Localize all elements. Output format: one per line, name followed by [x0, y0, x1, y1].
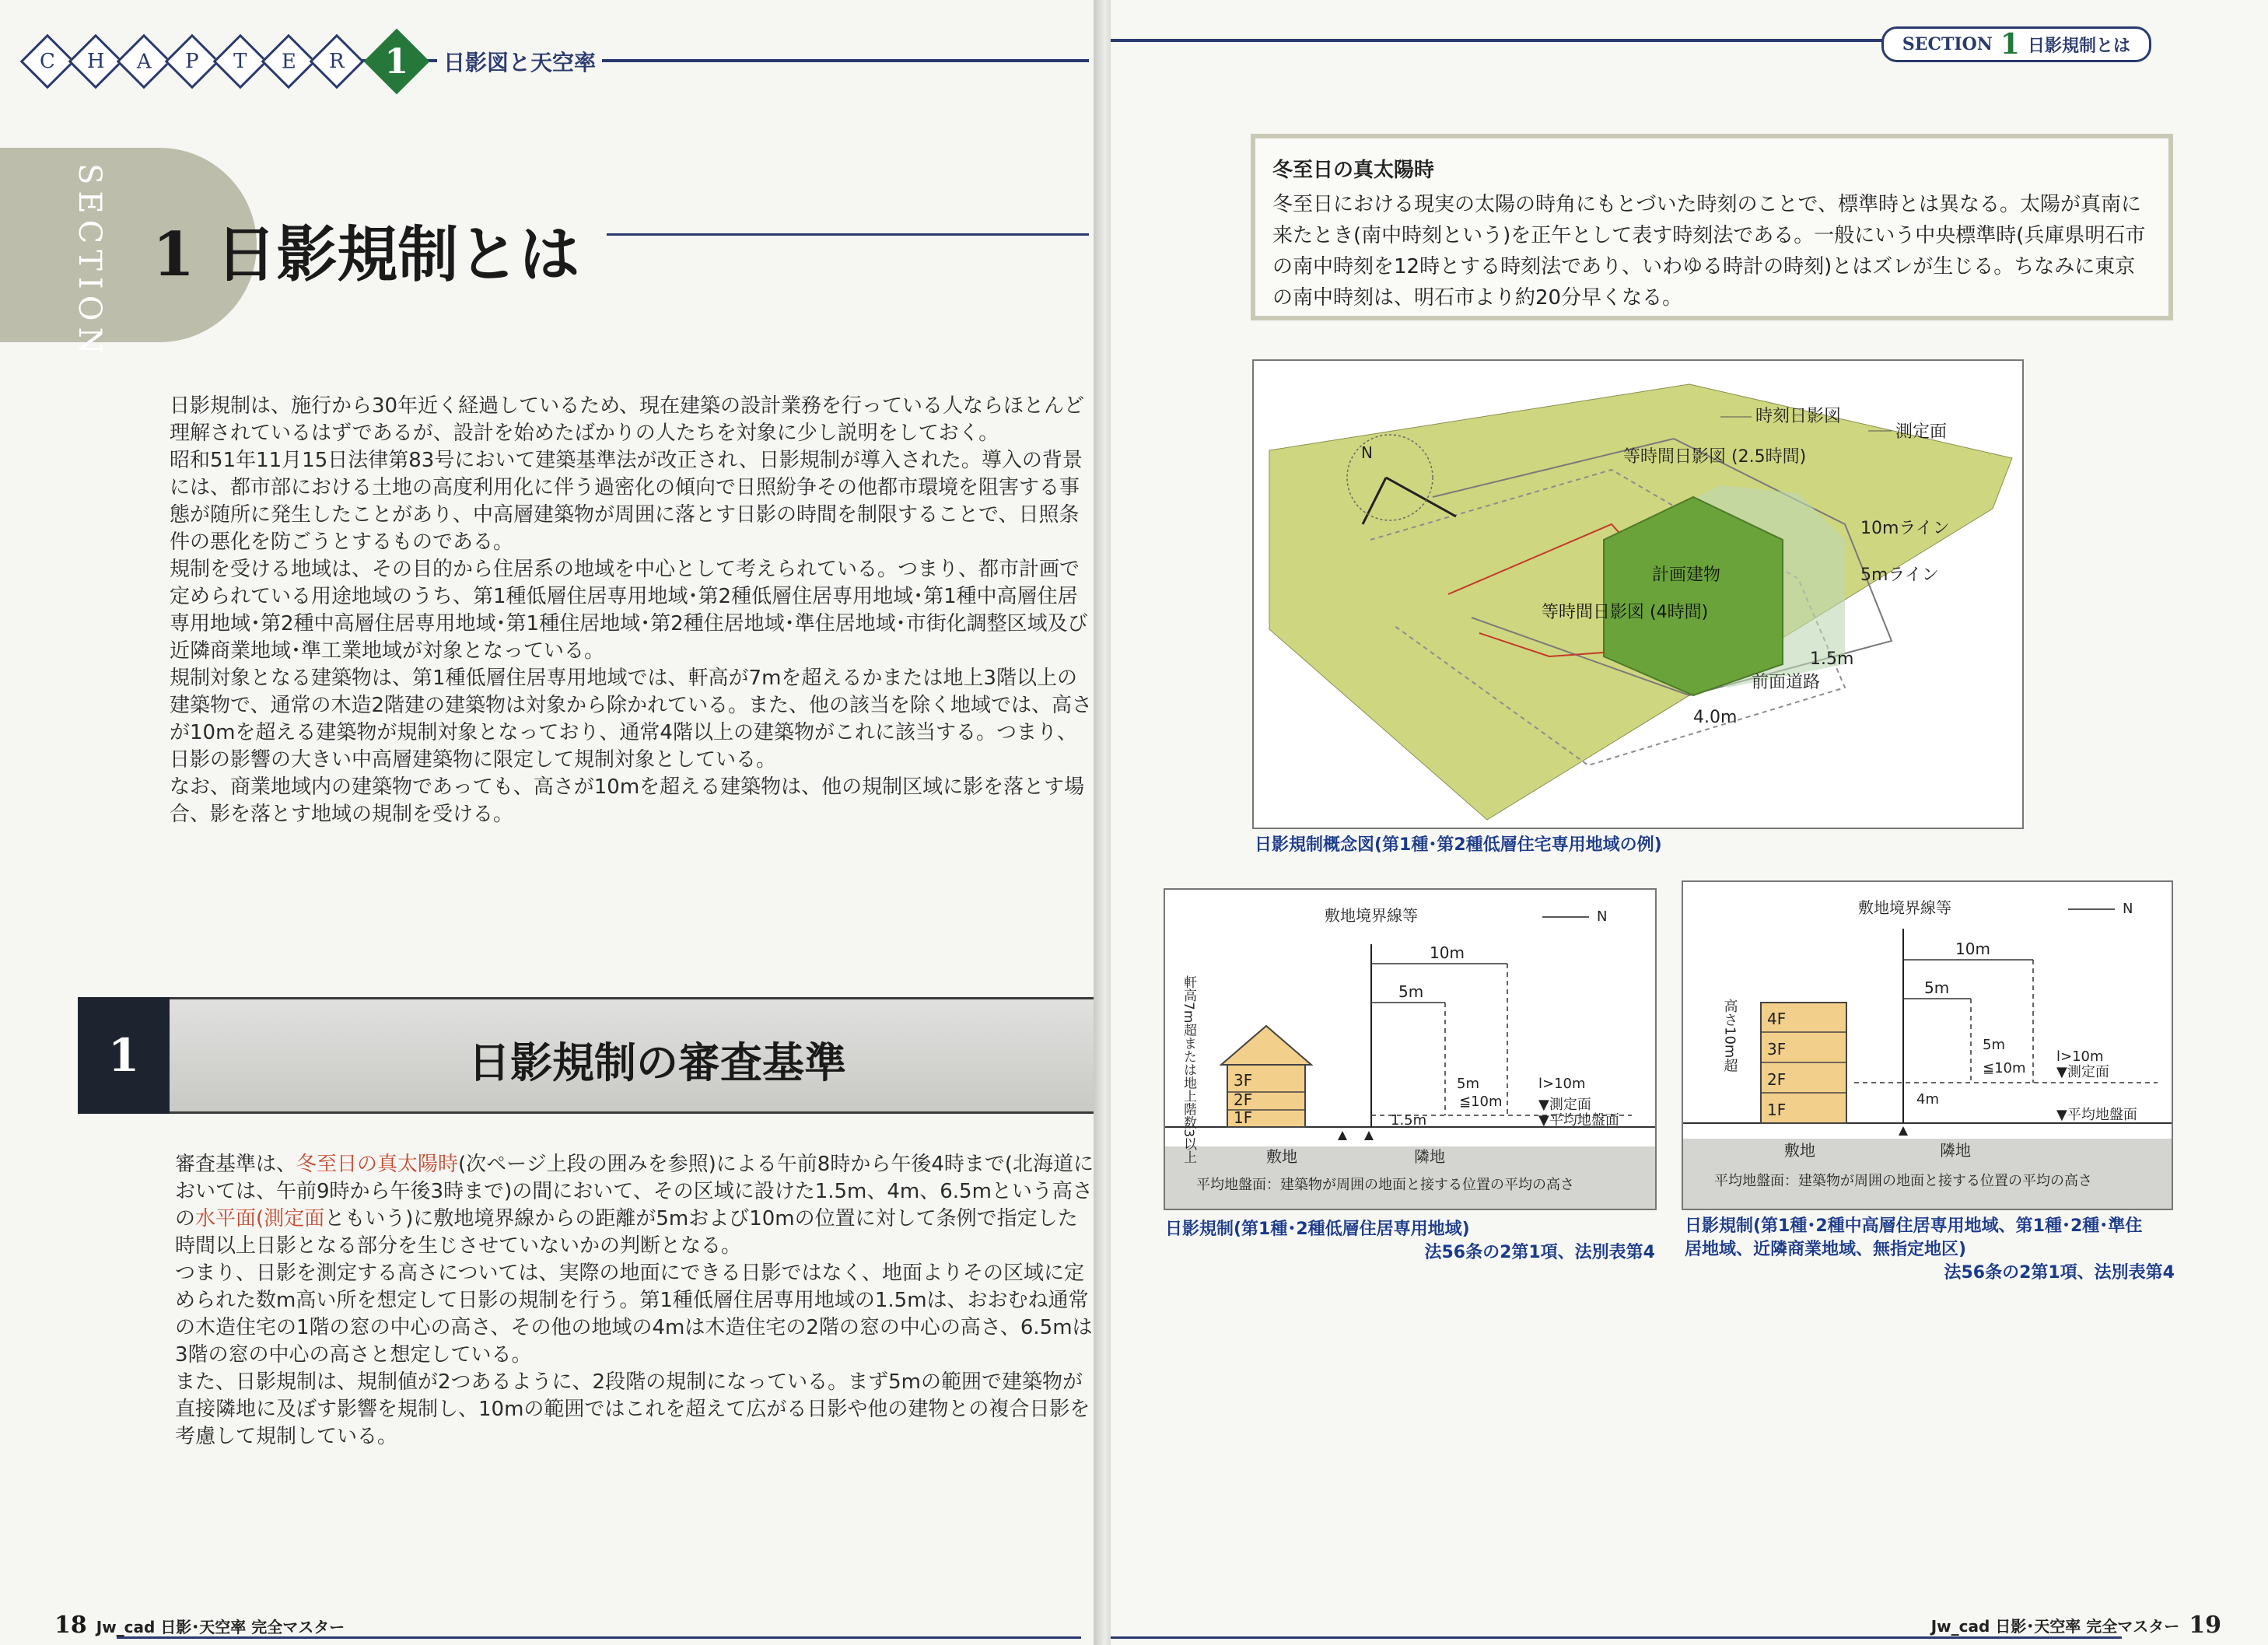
- paragraph: 日影規制は、施行から30年近く経過しているため、現在建築の設計業務を行っている人ならほとんど理解されているはずであるが、設計を始めたばかりの人たちを対象に少し説明をしておく。: [170, 394, 1085, 445]
- page-number: 19: [2189, 1612, 2221, 1639]
- paragraph: 規制対象となる建築物は、第1種低層住居専用地域では、軒高が7mを超えるかまたは地上3階以上の建築物で、通常の木造2階建の建築物は対象から除かれている。また、他の該当を除く地域では、高さが10mを超える建築物が規制対象となっており、通常4階以上の建築物がこれに該当する。つまり、日影の影響の大きい中高層建築物に限定して規制対象としている。: [170, 667, 1093, 772]
- paragraph: 審査基準は、冬至日の真太陽時(次ページ上段の囲みを参照)による午前8時から午後4時まで(北海道においては、午前9時から午後3時まで)の間において、その区域に設けた1.5m、4m、6.5mという高さの水平面(測定面ともいう)に敷地境界線からの距離が5mおよび10mの位置に対して条例で指定した時間以上日影となる部分を生じさせていないかの判断となる。: [175, 1153, 1094, 1258]
- label-1f: 1F: [1234, 1108, 1253, 1127]
- highlight-term: 水平面: [195, 1207, 257, 1230]
- label-keikaku: 計画建物: [1652, 565, 1721, 585]
- label-gt10: l>10m: [2056, 1048, 2104, 1065]
- shadow-concept-diagram: [1252, 359, 2024, 829]
- paragraph: 規制を受ける地域は、その目的から住居系の地域を中心として考えられている。つまり、都市計画で定められている用途地域のうち、第1種低層住居専用地域･第2種低層住居専用地域･第1種中高層住居専用地域･第2種中高層住居専用地域･第1種住居地域･第2種住居地域･準住居地域･市街化調整区域及び近隣商業地域･準工業地域が対象となっている。: [170, 558, 1088, 663]
- book-title: Jw_cad 日影･天空率 完全マスター: [1930, 1617, 2180, 1636]
- label-5m: 5m: [1398, 982, 1424, 1001]
- label-boundary: 敷地境界線等: [1858, 898, 1951, 917]
- footer: [54, 1612, 345, 1639]
- diagram1-caption: 日影規制概念図(第1種･第2種低層住宅専用地域の例): [1255, 835, 1662, 855]
- label-line5: 5mライン: [1860, 565, 1939, 585]
- chapter-letter: P: [165, 34, 220, 89]
- paragraph: また、日影規制は、規制値が2つあるように、2段階の規制になっている。まず5mの範囲で建築物が直接隣地に及ぼす影響を規制し、10mの範囲ではこれを超えて広がる日影や他の建物との複合日影を考慮して規制している。: [175, 1370, 1090, 1448]
- section-nav: [1881, 26, 2151, 62]
- label-zenmen: 前面道路: [1752, 673, 1821, 692]
- caption-line: 法56条の2第1項、法別表第4: [1424, 1243, 1655, 1262]
- label-sokutei: 測定面: [1895, 422, 1948, 442]
- label-d40: 4.0m: [1693, 708, 1738, 727]
- footer: [1931, 1612, 2221, 1639]
- chapter-letter: T: [213, 34, 268, 89]
- label-shikichi: 敷地: [1266, 1147, 1297, 1166]
- label-3f: 3F: [1234, 1071, 1253, 1090]
- regulation-diagram-low-rise: [1164, 888, 1657, 1210]
- label-d15: 1.5m: [1810, 649, 1854, 669]
- subsection-number: 1: [78, 997, 170, 1114]
- label-le10: ≦10m: [1459, 1094, 1503, 1110]
- subsection-title: 日影規制の審査基準: [468, 1038, 846, 1087]
- label-le10: ≦10m: [1983, 1060, 2026, 1076]
- label-rinchi: 隣地: [1940, 1141, 1971, 1160]
- label-sokutei: ▼測定面: [2056, 1064, 2109, 1080]
- section-rule: [607, 233, 1089, 236]
- label-heikin: ▼平均地盤面: [2056, 1107, 2137, 1123]
- chapter-letter: R: [310, 34, 365, 89]
- label-4f: 4F: [1767, 1010, 1787, 1028]
- label-5m-b: 5m: [1983, 1037, 2005, 1053]
- label-heikin: ▼平均地盤面: [1538, 1112, 1619, 1129]
- label-boundary: 敷地境界線等: [1325, 906, 1418, 925]
- highlight-term: 冬至日の真太陽時: [296, 1153, 459, 1176]
- label-north: N: [2123, 901, 2133, 917]
- book-title: Jw_cad 日影･天空率 完全マスター: [96, 1618, 345, 1636]
- label-5m-b: 5m: [1457, 1076, 1479, 1092]
- section-label: SECTION: [1902, 34, 1993, 54]
- label-2f: 2F: [1234, 1090, 1253, 1109]
- label-north: N: [1361, 443, 1373, 462]
- label-10m: 10m: [1955, 940, 1990, 958]
- label-note: 平均地盤面：建築物が周囲の地面と接する位置の平均の高さ: [1196, 1177, 1574, 1193]
- chapter-number: 1: [364, 29, 430, 95]
- section-word: SECTION: [72, 163, 107, 361]
- marker: [1899, 1126, 1908, 1136]
- concept-diagram-svg: [1254, 361, 2022, 828]
- diagram2-caption: [1165, 1218, 1655, 1265]
- label-shikichi: 敷地: [1784, 1141, 1815, 1160]
- chapter-letter: H: [68, 34, 124, 89]
- label-vertical: 高さ10m超: [1721, 999, 1738, 1073]
- highlight-term: 測定面: [264, 1207, 325, 1230]
- left-page: [0, 0, 1100, 1645]
- section-title: 日影規制とは: [2027, 36, 2130, 56]
- label-north: N: [1597, 908, 1608, 925]
- label-tojikan25: 等時間日影図 (2.5時間): [1623, 447, 1807, 467]
- chapter-letter: E: [261, 34, 317, 89]
- marker: [1364, 1131, 1374, 1140]
- label-gt10: l>10m: [1538, 1076, 1586, 1092]
- diagram3-svg: [1683, 882, 2172, 1209]
- label-jikoku: 時刻日影図: [1755, 407, 1842, 426]
- chapter-letter: C: [20, 34, 75, 89]
- info-box-title: 冬至日の真太陽時: [1272, 159, 1435, 182]
- paragraph: つまり、日影を測定する高さについては、実際の地面にできる日影ではなく、地面よりその区域に定められた数m高い所を想定して日影の規制を行う。第1種低層住居専用地域の1.5mは、おおむね通常の木造住宅の1階の窓の中心の高さ、その他の地域の4mは木造住宅の2階の窓の中心の高さ、6.5mは3階の窓の中心の高さと想定している。: [175, 1262, 1093, 1367]
- paragraph: 昭和51年11月15日法律第83号において建築基準法が改正され、日影規制が導入された。導入の背景には、都市部における土地の高度利用化に伴う過密化の傾向で日照紛争その他都市環境を阻害する事態が随所に発生したことがあり、中高層建築物が周囲に落とす日影の時間を制限することで、日照条件の悪化を防ごうとするものである。: [170, 449, 1083, 554]
- label-sokutei: ▼測定面: [1538, 1097, 1591, 1113]
- diagram2-svg: [1165, 890, 1655, 1209]
- label-5m: 5m: [1924, 978, 1950, 997]
- label-10m: 10m: [1430, 943, 1465, 962]
- subsection-heading: [78, 997, 1100, 1114]
- chapter-letter: A: [117, 34, 172, 89]
- chapter-header: [23, 26, 602, 96]
- label-tojikan4: 等時間日影図 (4時間): [1542, 603, 1709, 622]
- diagram3-caption: [1685, 1215, 2175, 1285]
- marker: [1338, 1131, 1347, 1140]
- paragraph: なお、商業地域内の建築物であっても、高さが10mを超える建築物は、他の規制区域に影を落とす場合、影を落とす地域の規制を受ける。: [170, 775, 1085, 826]
- regulation-diagram-mid-rise: [1682, 880, 2173, 1210]
- info-box-body: 冬至日における現実の太陽の時角にもとづいた時刻のことで、標準時とは異なる。太陽が真南に来たとき(南中時刻という)を正午として表す時刻法である。一般にいう中央標準時(兵庫県明石市の南中時刻を12時とする時刻法であり、いわゆる時計の時刻)とはズレが生じる。ちなみに東京の南中時刻は、明石市より約20分早くなる。: [1272, 193, 2146, 310]
- planned-building: [1604, 497, 1783, 695]
- caption-line: 居地域、近隣商業地域、無指定地区): [1685, 1240, 1967, 1259]
- label-note: 平均地盤面：建築物が周囲の地面と接する位置の平均の高さ: [1714, 1173, 2092, 1189]
- caption-line: 法56条の2第1項、法別表第4: [1944, 1263, 2175, 1283]
- label-3f: 3F: [1767, 1040, 1787, 1059]
- roof: [1221, 1026, 1311, 1065]
- label-4m: 4m: [1916, 1091, 1939, 1108]
- section-title: 1 日影規制とは: [152, 219, 580, 290]
- label-vertical: 軒高7m超または地上階数3以上: [1181, 975, 1196, 1164]
- intro-text: [170, 393, 1095, 828]
- right-page: [1111, 0, 2268, 1645]
- label-1f: 1F: [1767, 1101, 1787, 1119]
- info-box: [1251, 134, 2173, 320]
- label-1-5m: 1.5m: [1391, 1112, 1427, 1129]
- chapter-title: 日影図と天空率: [437, 46, 602, 77]
- label-2f: 2F: [1767, 1070, 1787, 1089]
- page-number: 18: [54, 1612, 87, 1639]
- label-rinchi: 隣地: [1414, 1147, 1445, 1166]
- body-text: [175, 1151, 1097, 1451]
- caption-line: 日影規制(第1種･2種中高層住居専用地域、第1種･2種･準住: [1685, 1216, 2143, 1236]
- label-line10: 10mライン: [1860, 519, 1950, 538]
- caption-line: 日影規制(第1種･2種低層住居専用地域): [1165, 1220, 1470, 1239]
- section-number: 1: [2000, 28, 2020, 61]
